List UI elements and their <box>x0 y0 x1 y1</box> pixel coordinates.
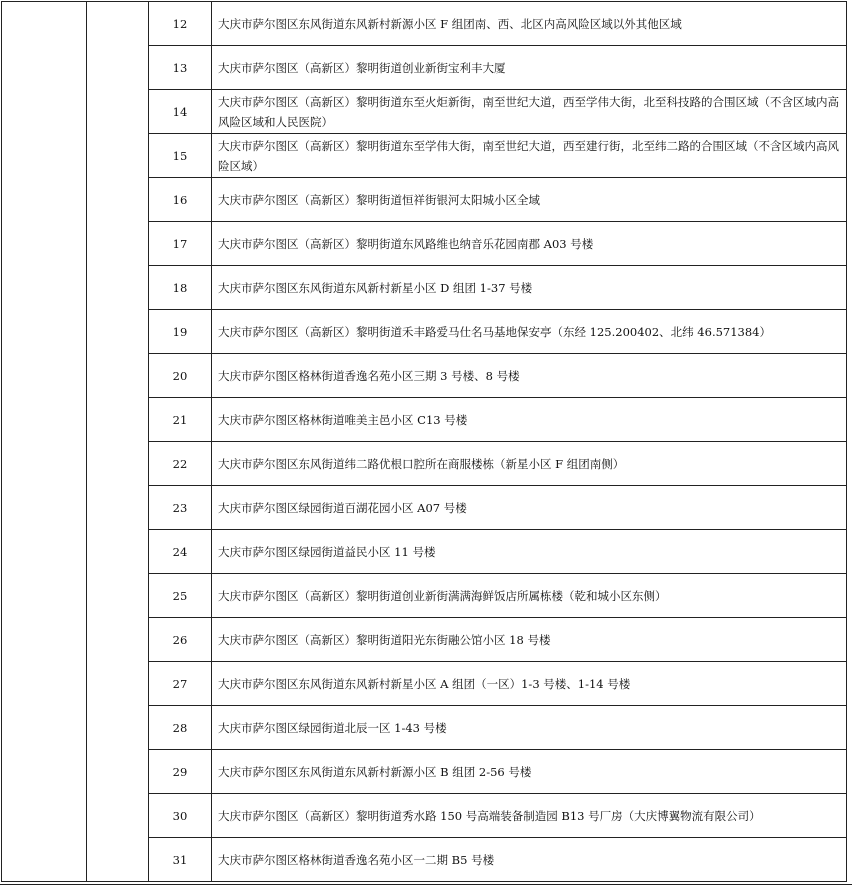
row-number: 27 <box>149 662 212 706</box>
area-description: 大庆市萨尔图区东风街道东风新村新星小区 D 组团 1-37 号楼 <box>212 266 847 310</box>
page-bottom-rule <box>0 884 852 885</box>
area-description: 大庆市萨尔图区格林街道香逸名苑小区一二期 B5 号楼 <box>212 838 847 882</box>
row-number: 13 <box>149 46 212 90</box>
risk-area-table <box>1 1 847 882</box>
table-row <box>2 2 847 46</box>
area-description: 大庆市萨尔图区东风街道东风新村新星小区 A 组团（一区）1-3 号楼、1-14 号楼 <box>212 662 847 706</box>
row-number: 20 <box>149 354 212 398</box>
area-description: 大庆市萨尔图区（高新区）黎明街道创业新街宝利丰大厦 <box>212 46 847 90</box>
area-description: 大庆市萨尔图区（高新区）黎明街道东风路维也纳音乐花园南郡 A03 号楼 <box>212 222 847 266</box>
merged-region-cell <box>2 2 87 882</box>
area-description: 大庆市萨尔图区（高新区）黎明街道东至火炬新街，南至世纪大道，西至学伟大街，北至科技路的合围区域（不含区域内高风险区域和人民医院） <box>212 90 847 134</box>
row-number: 29 <box>149 750 212 794</box>
area-description: 大庆市萨尔图区绿园街道百湖花园小区 A07 号楼 <box>212 486 847 530</box>
area-description: 大庆市萨尔图区（高新区）黎明街道创业新街满满海鲜饭店所属栋楼（乾和城小区东侧） <box>212 574 847 618</box>
row-number: 19 <box>149 310 212 354</box>
area-description: 大庆市萨尔图区（高新区）黎明街道秀水路 150 号高端装备制造园 B13 号厂房（大庆博翼物流有限公司） <box>212 794 847 838</box>
row-number: 22 <box>149 442 212 486</box>
row-number: 31 <box>149 838 212 882</box>
area-description: 大庆市萨尔图区绿园街道北辰一区 1-43 号楼 <box>212 706 847 750</box>
area-description: 大庆市萨尔图区东风街道东风新村新源小区 B 组团 2-56 号楼 <box>212 750 847 794</box>
row-number: 16 <box>149 178 212 222</box>
area-description: 大庆市萨尔图区东风街道纬二路优根口腔所在商服楼栋（新星小区 F 组团南侧） <box>212 442 847 486</box>
row-number: 28 <box>149 706 212 750</box>
row-number: 17 <box>149 222 212 266</box>
row-number: 12 <box>149 2 212 46</box>
row-number: 26 <box>149 618 212 662</box>
row-number: 15 <box>149 134 212 178</box>
area-description: 大庆市萨尔图区格林街道唯美主邑小区 C13 号楼 <box>212 398 847 442</box>
row-number: 23 <box>149 486 212 530</box>
area-description: 大庆市萨尔图区（高新区）黎明街道阳光东街融公馆小区 18 号楼 <box>212 618 847 662</box>
row-number: 18 <box>149 266 212 310</box>
area-description: 大庆市萨尔图区格林街道香逸名苑小区三期 3 号楼、8 号楼 <box>212 354 847 398</box>
area-description: 大庆市萨尔图区绿园街道益民小区 11 号楼 <box>212 530 847 574</box>
area-description: 大庆市萨尔图区（高新区）黎明街道禾丰路爱马仕名马基地保安亭（东经 125.200402、北纬 46.571384） <box>212 310 847 354</box>
row-number: 25 <box>149 574 212 618</box>
row-number: 21 <box>149 398 212 442</box>
area-description: 大庆市萨尔图区东风街道东风新村新源小区 F 组团南、西、北区内高风险区域以外其他区域 <box>212 2 847 46</box>
row-number: 24 <box>149 530 212 574</box>
area-description: 大庆市萨尔图区（高新区）黎明街道恒祥街银河太阳城小区全域 <box>212 178 847 222</box>
row-number: 30 <box>149 794 212 838</box>
area-description: 大庆市萨尔图区（高新区）黎明街道东至学伟大街，南至世纪大道，西至建行街，北至纬二路的合围区域（不含区域内高风险区域） <box>212 134 847 178</box>
merged-level-cell <box>87 2 149 882</box>
row-number: 14 <box>149 90 212 134</box>
